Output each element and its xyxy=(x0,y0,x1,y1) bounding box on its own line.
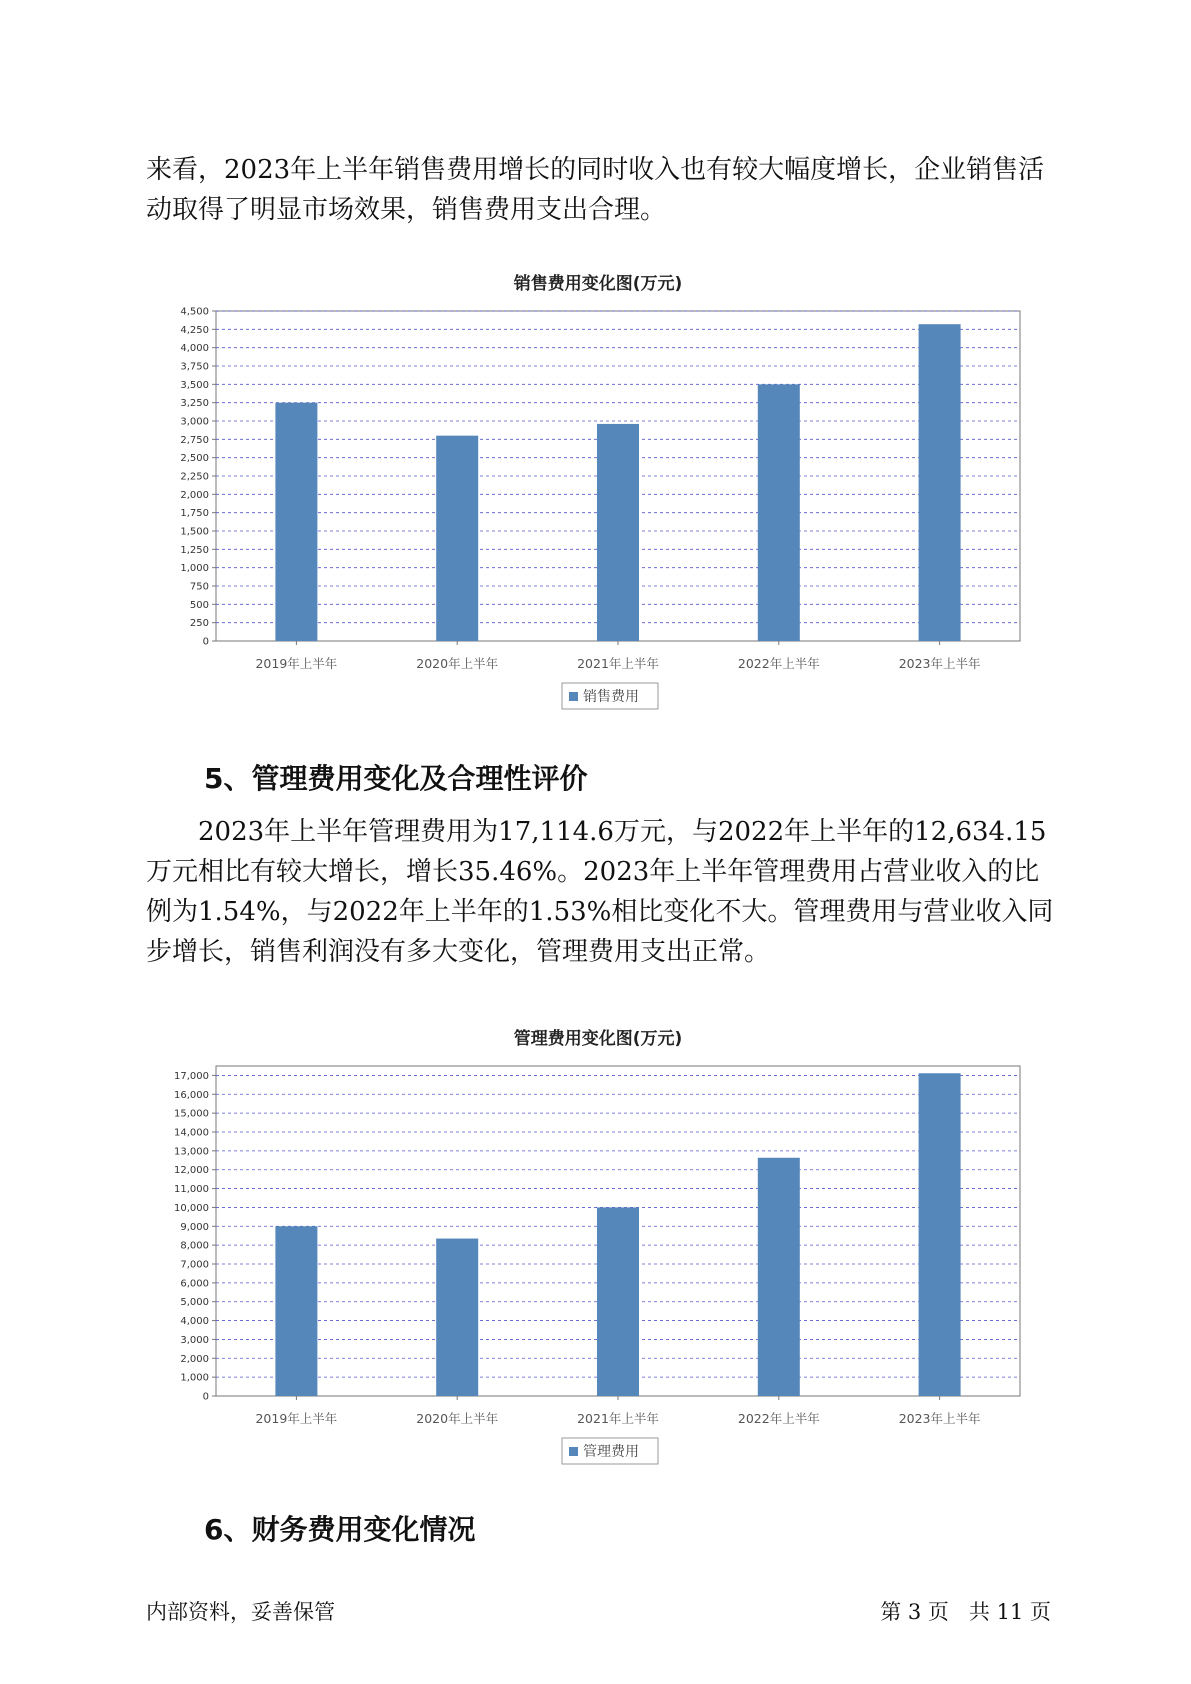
legend-label: 管理费用 xyxy=(583,1444,639,1460)
section5-heading: 5、管理费用变化及合理性评价 xyxy=(204,762,588,795)
y-tick-label: 7,000 xyxy=(180,1259,209,1271)
sales-expense-chart xyxy=(160,265,1030,729)
y-tick-label: 3,250 xyxy=(180,398,209,410)
y-tick-label: 0 xyxy=(202,636,209,648)
y-tick-label: 0 xyxy=(202,1391,209,1403)
x-tick-label: 2021年上半年 xyxy=(577,1411,659,1426)
section5-paragraph: 2023年上半年管理费用为17,114.6万元，与2022年上半年的12,634.15万元相比有较大增长，增长35.46%。2023年上半年管理费用占营业收入的比例为1.54%，与2022年上半年的1.53%相比变化不大。管理费用与营业收入同步增长，销售利润没有多大变化，管理费用支出正常。 xyxy=(146,817,1054,967)
y-tick-label: 15,000 xyxy=(174,1108,209,1120)
y-tick-label: 16,000 xyxy=(174,1089,209,1101)
y-tick-label: 10,000 xyxy=(174,1202,209,1214)
admin-expense-chart-svg xyxy=(160,1020,1030,1480)
legend-swatch xyxy=(569,692,578,701)
bar xyxy=(919,1073,961,1396)
y-tick-label: 1,000 xyxy=(180,1372,209,1384)
bar xyxy=(597,424,639,641)
y-tick-label: 1,750 xyxy=(180,508,209,520)
bar xyxy=(275,1226,317,1396)
chart-title: 销售费用变化图(万元) xyxy=(513,274,683,294)
y-tick-label: 1,500 xyxy=(180,526,209,538)
y-tick-label: 3,000 xyxy=(180,1334,209,1346)
y-tick-label: 11,000 xyxy=(174,1184,209,1196)
y-tick-label: 1,000 xyxy=(180,563,209,575)
bar xyxy=(436,1239,478,1396)
bar xyxy=(919,324,961,641)
y-tick-label: 2,250 xyxy=(180,471,209,483)
legend-label: 销售费用 xyxy=(583,689,639,705)
y-tick-label: 2,500 xyxy=(180,453,209,465)
y-tick-label: 9,000 xyxy=(180,1221,209,1233)
x-tick-label: 2022年上半年 xyxy=(737,1411,820,1426)
y-tick-label: 2,000 xyxy=(180,1353,209,1365)
y-tick-label: 4,250 xyxy=(180,324,209,336)
y-tick-label: 4,500 xyxy=(180,306,209,318)
y-tick-label: 1,250 xyxy=(180,544,209,556)
y-tick-label: 4,000 xyxy=(180,1316,209,1328)
footer-left: 内部资料，妥善保管 xyxy=(146,1600,335,1624)
y-tick-label: 12,000 xyxy=(174,1165,209,1177)
bar xyxy=(275,403,317,641)
bar xyxy=(758,1158,800,1396)
y-tick-label: 3,500 xyxy=(180,379,209,391)
chart-title: 管理费用变化图(万元) xyxy=(513,1029,683,1049)
y-tick-label: 5,000 xyxy=(180,1297,209,1309)
y-tick-label: 3,750 xyxy=(180,361,209,373)
y-tick-label: 250 xyxy=(189,618,209,630)
x-tick-label: 2023年上半年 xyxy=(898,656,981,671)
x-tick-label: 2022年上半年 xyxy=(737,656,820,671)
x-tick-label: 2020年上半年 xyxy=(416,1411,499,1426)
sales-expense-chart-svg xyxy=(160,265,1030,725)
bar xyxy=(758,384,800,641)
y-tick-label: 8,000 xyxy=(180,1240,209,1252)
x-tick-label: 2019年上半年 xyxy=(255,656,338,671)
section6-heading: 6、财务费用变化情况 xyxy=(204,1513,476,1546)
x-tick-label: 2023年上半年 xyxy=(898,1411,981,1426)
y-tick-label: 2,750 xyxy=(180,434,209,446)
footer-page-number: 第 3 页 共 11 页 xyxy=(880,1600,1051,1624)
y-tick-label: 14,000 xyxy=(174,1127,209,1139)
y-tick-label: 500 xyxy=(189,599,209,611)
y-tick-label: 750 xyxy=(189,581,209,593)
x-tick-label: 2020年上半年 xyxy=(416,656,499,671)
y-tick-label: 2,000 xyxy=(180,489,209,501)
x-tick-label: 2021年上半年 xyxy=(577,656,659,671)
y-tick-label: 17,000 xyxy=(174,1070,209,1082)
x-tick-label: 2019年上半年 xyxy=(255,1411,338,1426)
y-tick-label: 13,000 xyxy=(174,1146,209,1158)
admin-expense-chart xyxy=(160,1020,1030,1484)
intro-paragraph: 来看，2023年上半年销售费用增长的同时收入也有较大幅度增长，企业销售活动取得了明显市场效果，销售费用支出合理。 xyxy=(146,155,1045,225)
y-tick-label: 3,000 xyxy=(180,416,209,428)
bar xyxy=(597,1207,639,1396)
bar xyxy=(436,436,478,641)
legend-swatch xyxy=(569,1447,578,1456)
y-tick-label: 4,000 xyxy=(180,343,209,355)
y-tick-label: 6,000 xyxy=(180,1278,209,1290)
